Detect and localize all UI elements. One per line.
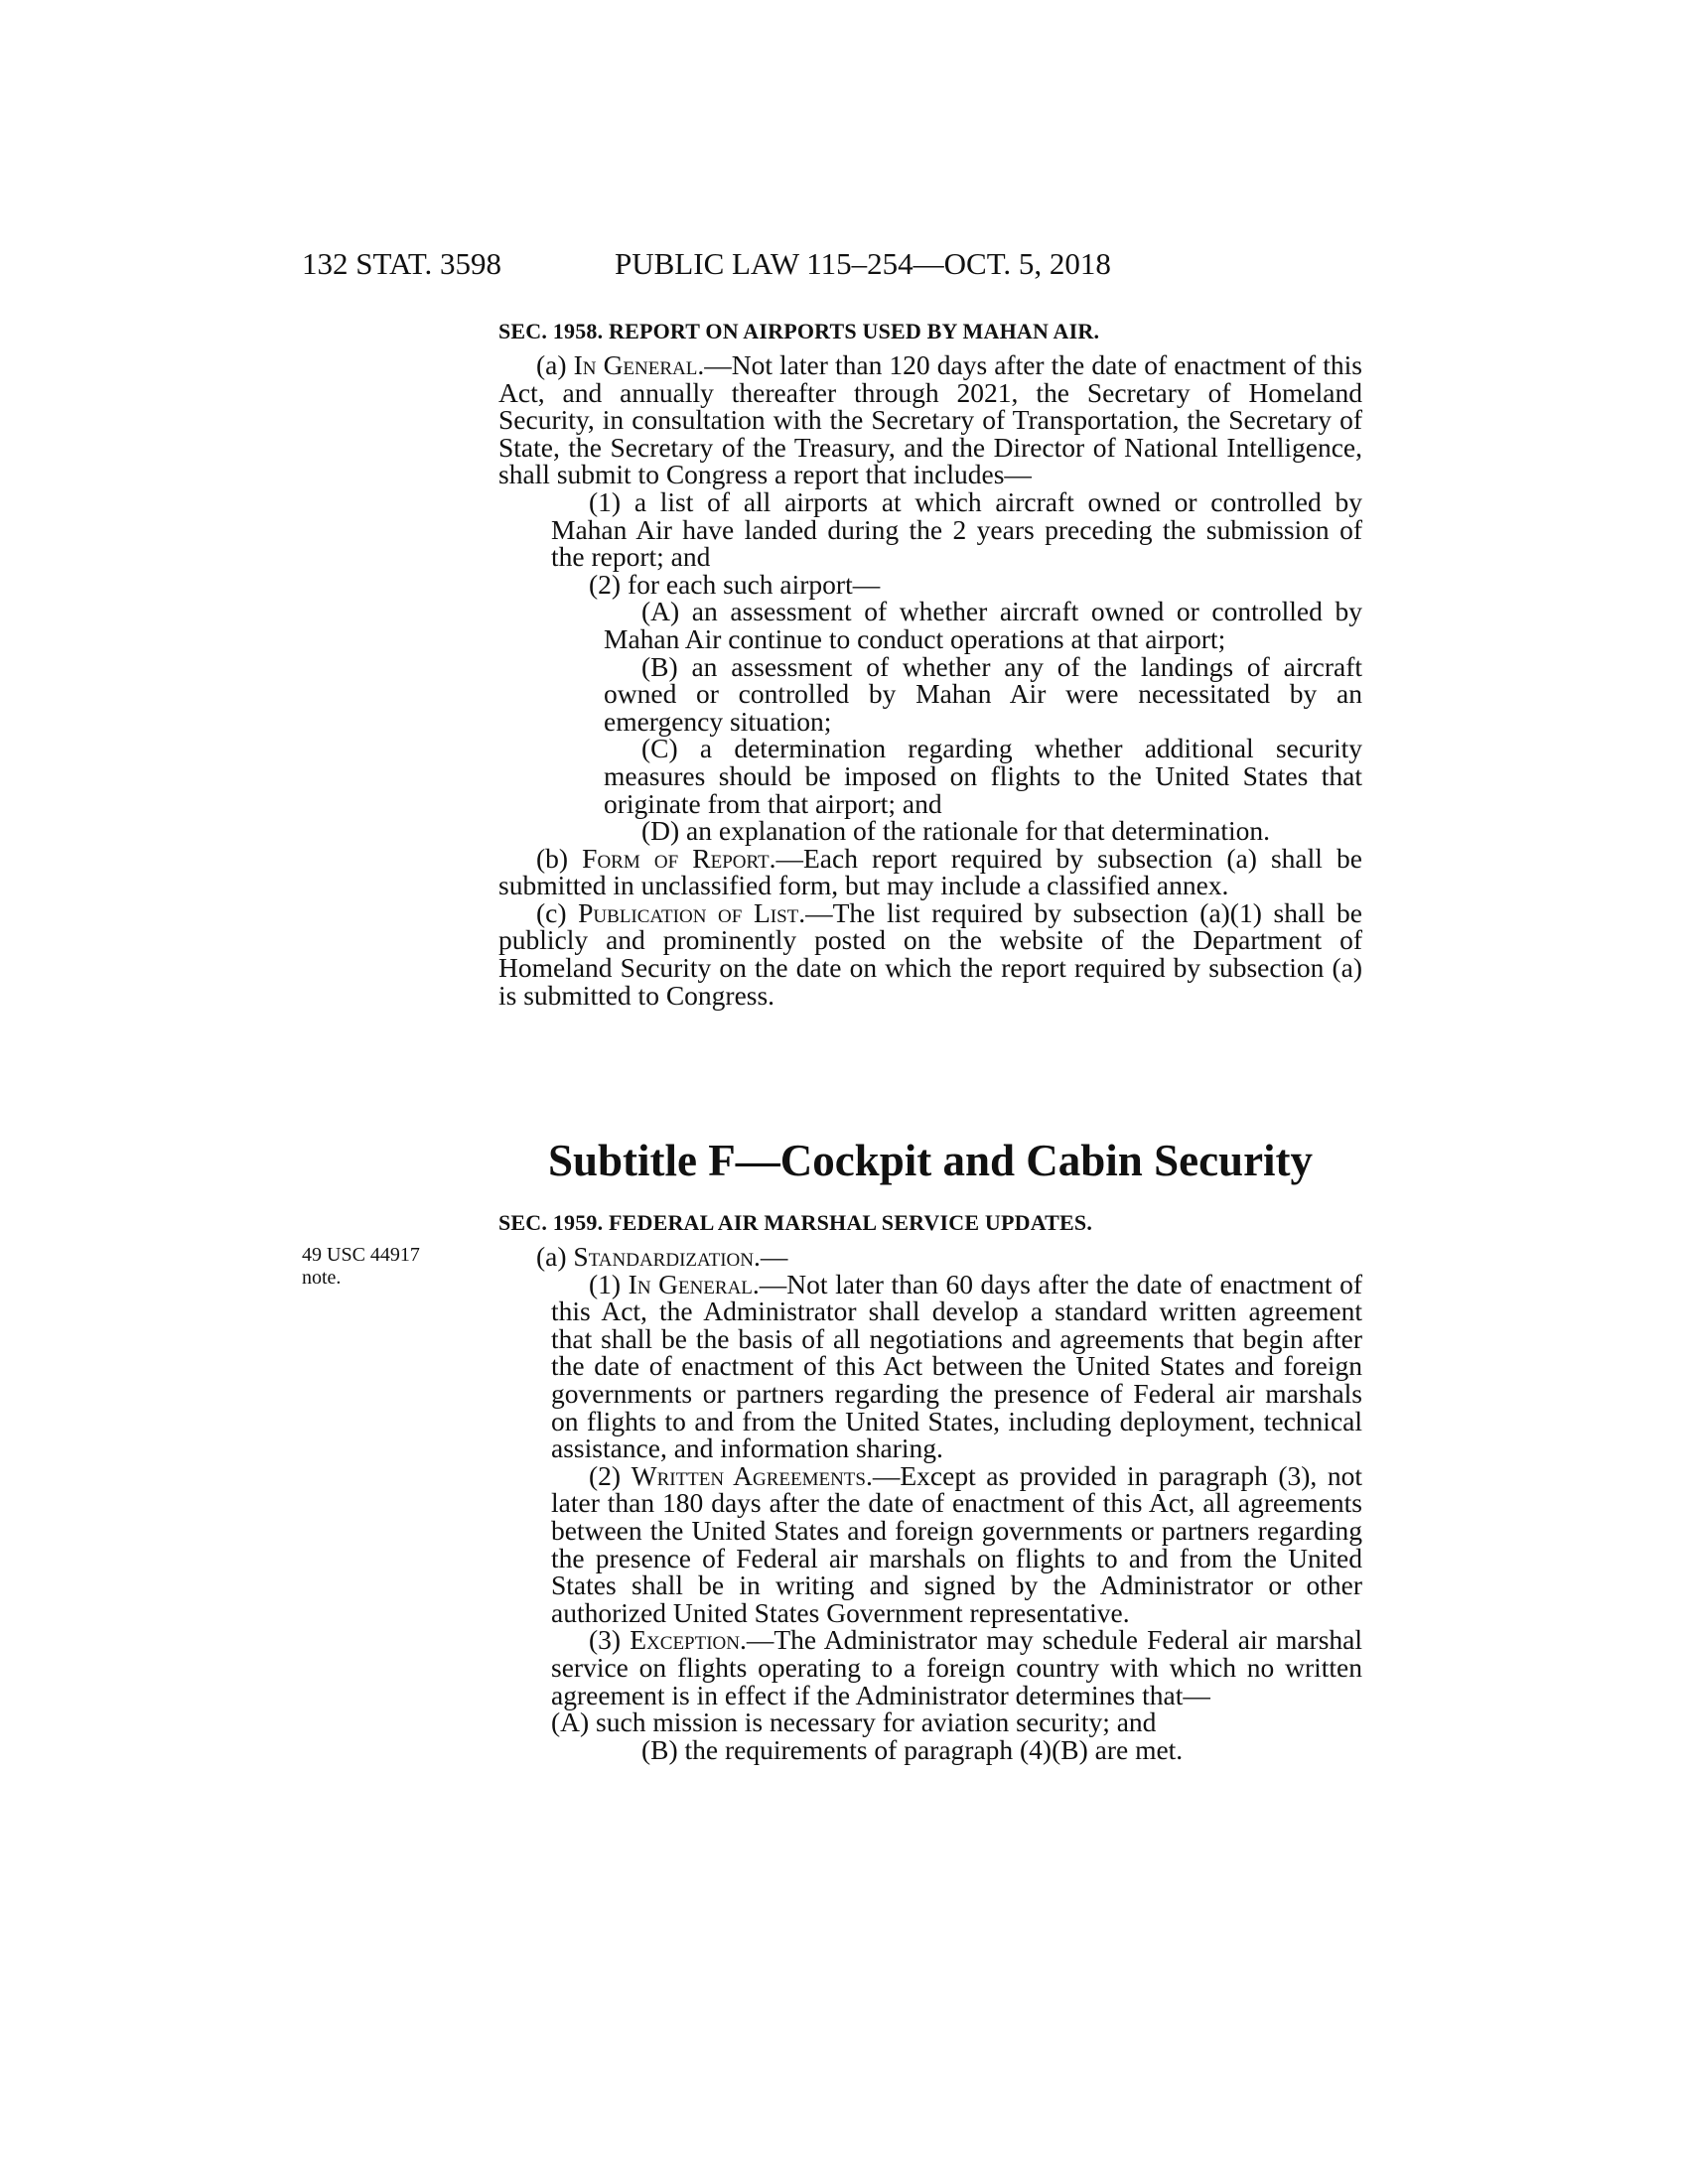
section-1959 (498, 1209, 1362, 1763)
subsection-c-heading: Publication of List (578, 896, 799, 928)
law-title: PUBLIC LAW 115–254—OCT. 5, 2018 (615, 246, 1111, 281)
section-1958-heading: SEC. 1958. REPORT ON AIRPORTS USED BY MAHAN AIR. (498, 319, 1100, 343)
running-head (302, 246, 1307, 286)
subparagraph-a2C: (C) a determination regarding whether additional security measures should be imposed on flights to the United States that originate from that airport; and (604, 733, 1362, 819)
paragraph-a1: (1) a list of all airports at which aircraft owned or controlled by Mahan Air have landed during the 2 years preceding the submission of the report; and (551, 485, 1362, 573)
subparagraph-a3B: (B) the requirements of paragraph (4)(B) are met. (641, 1733, 1184, 1765)
subparagraph-a2B: (B) an assessment of whether any of the landings of aircraft owned or controlled by Mahan Air were necessitated by an emergency situation; (604, 650, 1362, 737)
subsection-a: (a) In General.—Not later than 120 days after the date of enactment of this Act, and annually thereafter through 2021, the Secretary of Homeland Security, in consultation with the Secretary of Transportation, the Secretary of State, the Secretary of the Treasury, and the Director of National Intelligence, shall submit to Congress a report that includes— (498, 349, 1362, 490)
margin-note: 49 USC 44917 note. (302, 1244, 420, 1289)
paragraph-a2: (2) Written Agreements.—Except as provided in paragraph (3), not later than 180 days after the date of enactment of this Act, all agreements between the United States and foreign governments or partners regarding the presence of Federal air marshals on flights to and from the United States shall be in writing and signed by the Administrator or other authorized United States Government representative. (551, 1459, 1362, 1628)
section-1959-heading: SEC. 1959. FEDERAL AIR MARSHAL SERVICE UPDATES. (498, 1210, 1093, 1235)
paragraph-a1: (1) In General.—Not later than 60 days after the date of enactment of this Act, the Administrator shall develop a standard written agreement that shall be the basis of all negotiations and agreements that begin after the date of enactment of this Act between the United States and foreign governments or partners regarding the presence of Federal air marshals on flights to and from the United States, including deployment, technical assistance, and information sharing. (551, 1268, 1362, 1464)
paragraph-a3-heading: Exception (630, 1624, 740, 1656)
subsection-c: (c) Publication of List.—The list required by subsection (a)(1) shall be publicly and prominently posted on the website of the Department of Homeland Security on the date on which the report required by subsection (a) is submitted to Congress. (498, 896, 1362, 1011)
subparagraph-a3A: (A) such mission is necessary for aviation security; and (551, 1706, 1157, 1738)
subtitle-heading: Subtitle F—Cockpit and Cabin Security (547, 1136, 1314, 1185)
paragraph-a3: (3) Exception.—The Administrator may schedule Federal air marshal service on flights operating to a foreign country with which no written agreement is in effect if the Administrator determines that— (551, 1624, 1362, 1710)
paragraph-a2: (2) for each such airport— (589, 568, 881, 600)
subparagraph-a2D: (D) an explanation of the rationale for that determination. (641, 815, 1271, 847)
subsection-a: (a) Standardization.— (536, 1241, 788, 1272)
paragraph-a1-heading: In General (628, 1268, 753, 1299)
subsection-b-heading: Form of Report (582, 842, 770, 874)
subparagraph-a2A: (A) an assessment of whether aircraft owned or controlled by Mahan Air continue to conduct operations at that airport; (604, 596, 1362, 654)
subsection-a-heading: In General (573, 349, 698, 380)
subsection-a-heading: Standardization (573, 1241, 754, 1272)
page-number: 132 STAT. 3598 (302, 246, 502, 281)
section-1958 (498, 318, 1362, 1009)
subsection-b: (b) Form of Report.—Each report required by subsection (a) shall be submitted in unclassified form, but may include a classified annex. (498, 842, 1362, 901)
paragraph-a2-heading: Written Agreements (631, 1459, 866, 1491)
